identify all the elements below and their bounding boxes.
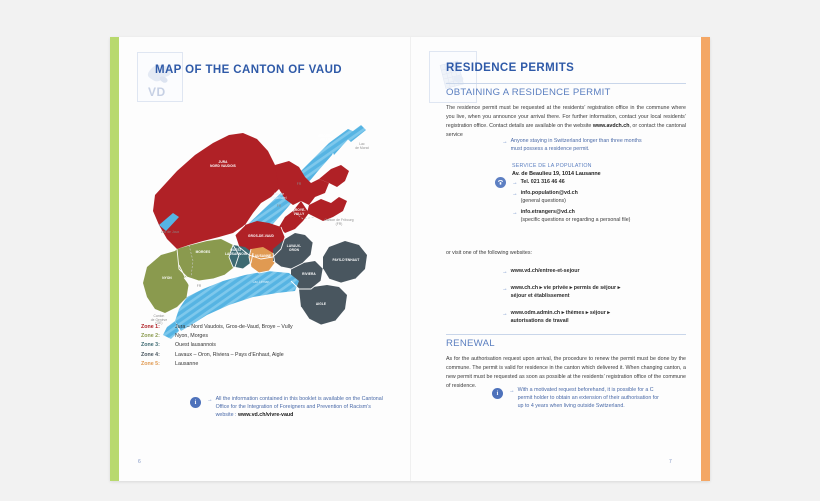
service-email-foreigners: info.etrangers@vd.ch	[520, 209, 575, 216]
map-label-fr-1: FR	[296, 182, 302, 186]
service-contact-list	[512, 179, 692, 228]
note-line-2: permit holder to obtain an extension of their authorisation for	[517, 394, 659, 401]
page-number-left: 6	[138, 459, 141, 465]
arrow-icon: →	[502, 139, 508, 145]
arrow-icon: →	[512, 191, 518, 198]
right-page	[410, 37, 701, 481]
note-line-3: up to 4 years when living outside Switzerland.	[517, 402, 625, 409]
left-edge-strip	[110, 37, 119, 481]
section-heading-obtaining: OBTAINING A RESIDENCE PERMIT	[446, 87, 611, 98]
map-label-broye-vully: BROYE- VULLY	[318, 134, 332, 142]
legend-key: Zone 1:	[141, 324, 160, 330]
map-label-aigle: AIGLE	[315, 302, 327, 306]
service-email-general-note: (general questions)	[520, 198, 566, 205]
legend-row	[141, 324, 293, 332]
map-label-lac-de-neuchatel: Lac de Neuchâtel	[271, 192, 287, 200]
map-label-ouest-lausannois: OUEST LAUSANNOIS	[224, 248, 248, 256]
section-heading-renewal: RENEWAL	[446, 338, 495, 349]
website-link-1: www.vd.ch/entree-et-sejour	[510, 268, 580, 274]
website-link-2: www.ch.ch ▸ vie privée ▸ permis de séjour ▸	[510, 285, 621, 292]
obtaining-paragraph-after: , or contact the cantonal service	[446, 123, 686, 139]
arrow-icon: →	[509, 388, 515, 394]
page-title: RESIDENCE PERMITS	[446, 62, 575, 74]
note-line-1: Anyone staying in Switzerland longer than three months	[510, 138, 642, 144]
service-item	[512, 190, 692, 206]
service-phone: Tel. 021 316 46 46	[520, 179, 565, 185]
arrow-icon: →	[207, 397, 213, 403]
websites-list	[502, 268, 687, 329]
map-label-jura-nord-vaudois: JURA NORD VAUDOIS	[210, 160, 236, 168]
map-label-riviera: RIVIERA	[302, 272, 316, 276]
website-link-3: www.odm.admin.ch ▸ thèmes ▸ séjour ▸	[510, 310, 610, 317]
note-renewal	[509, 387, 687, 414]
legend-key: Zone 3:	[141, 342, 160, 349]
page-number-right: 7	[669, 459, 672, 465]
map-label-lavaux-oron: LAVAUX- ORON	[286, 244, 302, 252]
renewal-paragraph: As for the authorisation request upon arrival, the procedure to renew the permit must be done by the commune. The permit is valid for residence in the canton which delivered it. When changing canton, a new permit must be requested as soon as possible at the residents’ registration office of the commune of residence.	[446, 356, 686, 390]
map-label-nyon: NYON	[162, 276, 172, 280]
legend-row	[141, 333, 293, 341]
canton-map-svg	[133, 99, 395, 349]
legend-value: Nyon, Morges	[175, 333, 208, 340]
legend-value: Lavaux – Oron, Riviera – Pays d’Enhaut, Aigle	[175, 351, 284, 358]
service-item	[512, 179, 692, 187]
canton-map	[133, 99, 395, 349]
website-item[interactable]	[502, 268, 687, 276]
legend-key: Zone 4:	[141, 351, 160, 358]
arrow-icon: →	[502, 269, 508, 275]
map-label-lac-leman: Lac Léman	[252, 280, 270, 284]
note-residence-permit	[502, 138, 682, 157]
note-line-1: With a motivated request beforehand, it is possible for a C	[517, 387, 654, 393]
arrow-icon: →	[502, 286, 508, 293]
map-label-canton-fribourg: Canton de Fribourg (FR)	[324, 218, 354, 226]
legend-row	[141, 352, 293, 360]
vd-watermark-label: VD	[148, 85, 166, 99]
info-icon: i	[492, 388, 503, 399]
obtaining-paragraph-before: The residence permit must be requested at the residents’ registration office in the commune where you live, when you announce your arrival there. For further information, contact your local residents’ registration office. Contact details are available on the website	[446, 105, 686, 130]
obtaining-paragraph	[446, 104, 686, 140]
map-label-lac-de-joux: Lac de Joux	[160, 230, 180, 234]
map-label-fr-3: FR	[196, 284, 202, 288]
obtaining-paragraph-link: www.avdch.ch	[592, 123, 630, 130]
legend-row	[141, 342, 293, 350]
footnote-text: All the information contained in this booklet is available on the Cantonal Office for the Integration of Foreigners and Prevention of Racism’s website : www.vd.ch/vivre-vaud	[215, 396, 383, 418]
info-icon: i	[190, 397, 201, 408]
map-label-canton-geneve: Canton de Genève (GE)	[150, 314, 168, 326]
legend-value: Lausanne	[175, 360, 199, 367]
divider	[446, 83, 686, 84]
website-link-2-cont: séjour et établissement	[510, 293, 570, 300]
vd-watermark	[137, 52, 183, 102]
legend-key: Zone 5:	[141, 360, 160, 367]
note-line-2: must possess a residence permit.	[510, 145, 590, 152]
right-edge-strip	[701, 37, 710, 481]
map-label-broye-vully-2: BROYE- VULLY	[292, 208, 306, 216]
map-label-gros-de-vaud: GROS-DE-VAUD	[248, 234, 274, 238]
website-item[interactable]	[502, 285, 687, 301]
left-footnote	[207, 396, 387, 423]
map-label-morges: MORGES	[195, 250, 211, 254]
footnote-link: www.vd.ch/vivre-vaud	[237, 411, 294, 418]
arrow-icon: →	[512, 210, 518, 217]
phone-glyph	[497, 179, 504, 186]
divider	[446, 334, 686, 335]
map-label-lac-de-morat: Lac de Morat	[355, 142, 369, 150]
arrow-icon: →	[502, 311, 508, 318]
phone-icon	[495, 177, 506, 188]
legend-value: Jura – Nord Vaudois, Gros-de-Vaud, Broye – Vully	[175, 324, 293, 330]
service-email-general: info.population@vd.ch	[520, 190, 578, 197]
arrow-icon: →	[512, 180, 518, 186]
note-text	[511, 138, 642, 154]
service-email-foreigners-note: (specific questions or regarding a personal file)	[520, 217, 631, 224]
map-legend	[141, 324, 293, 370]
legend-key: Zone 2:	[141, 333, 160, 340]
website-link-3-cont: autorisations de travail	[510, 318, 569, 325]
service-item	[512, 209, 692, 225]
booklet-spread	[110, 37, 710, 481]
websites-intro: or visit one of the following websites:	[446, 250, 532, 256]
legend-row	[141, 361, 293, 369]
map-label-pays-denhaut: PAYS-D’ENHAUT	[332, 258, 360, 262]
website-item[interactable]	[502, 310, 687, 326]
service-address: Av. de Beaulieu 19, 1014 Lausanne	[512, 171, 601, 177]
service-title: SERVICE DE LA POPULATION	[512, 163, 592, 169]
left-page	[119, 37, 410, 481]
page-title: MAP OF THE CANTON OF VAUD	[155, 64, 342, 76]
map-label-lausanne: LAUSANNE	[252, 254, 272, 258]
legend-value: Ouest lausannois	[175, 342, 216, 349]
map-label-fr-2: FR	[276, 204, 282, 208]
